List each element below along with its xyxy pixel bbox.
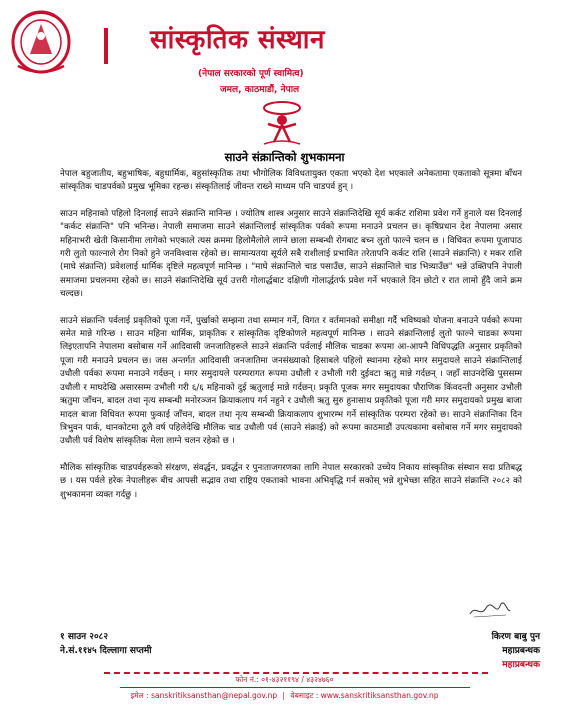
separator: | — [282, 691, 286, 700]
signatory-title: महाप्रबन्धक — [502, 646, 540, 656]
footer-phone: फोन नं.: ०१-४३२११९४ / ४३२४७६० — [235, 675, 334, 684]
organization-logo-icon — [252, 98, 312, 146]
body-paragraph: साउन महिनाको पहिलो दिनलाई साउने संक्रान्ति मानिन्छ । ज्योतिष शास्त्र अनुसार साउने संक्रान्तिदेखि सूर्य कर्कट राशिमा प्रवेश गर्ने हुनाले यस दिनलाई "कर्कट संक्रान्ति" पनि भनिन्छ। नेपाली समाजमा साउने संक्रान्तिलाई सांस्कृतिक पर्वको रूपमा मनाउने प्रचलन छ। कृषिप्रधान देश नेपालमा असार महिनाभरी खेती किसानीमा लागेको भएकाले त्यस क्रममा हिलोमैलोले लाग्ने छाला सम्बन्धी रोगबाट बच्न लुतो फाल्ने चलन छ । विधिवत रूपमा पूजापाठ गरी लुतो फाल्नाले रोग निको हुने जनविश्वास रहेको छ। सामान्यतया सूर्यले सबै राशीलाई प्रभावित तरेतापनि कर्कट राशि (साउने संक्रान्ति) र मकर राशि (माघे संक्रान्ति) प्रवेशलाई धार्मिक दृष्टिले महत्वपूर्ण मानिन्छ । "माघे संक्रान्तिले चाड पसाउँछ, साउने संक्रान्तिले चाड भित्र्याउँछ" भन्ने उक्तिपनि नेपाली समाजमा प्रचलनमा रहेको छ। साउने संक्रान्तिदेखि सूर्य उत्तरी गोलार्द्धबाट दक्षिणी गोलार्द्धतर्फ प्रवेश गर्ने भएकाले दिन छोटो र रात लामो हुँदै जाने क्रम चल्दछ। — [60, 208, 522, 300]
document-title: साउने संक्रान्तिको शुभकामना — [224, 150, 345, 164]
letter-date — [60, 630, 280, 658]
body-paragraph: साउने संक्रान्ति पर्वलाई प्रकृतिको पूजा गर्ने, पुर्खाको सम्झना तथा सम्मान गर्ने, विगत र वर्तमानको समीक्षा गर्दै भविष्यको योजना बनाउने पर्वको रूपमा समेत मान्ने गरिन्छ । साउन महिना धार्मिक, प्राकृतिक र सांस्कृतिक दृष्टिकोणले महत्वपूर्ण मानिन्छ । साउने संक्रान्तिलाई लुतो फाल्ने चाडका रूपमा लिइएतापनि नेपालमा बसोबास गर्ने आदिवासी जनजातिहरूले साउने संक्रान्ति पर्वलाई मौलिक चाडका रूपमा आ-आफ्नै विधिपद्धति अनुसार प्रकृतिको पूजा गरी मनाउने प्रचलन छ। जस अन्तर्गत आदिवासी जनजातिमा जनसंख्याको हिसाबले पहिलो स्थानमा रहेको मगर समुदायले साउने संक्रान्तिलाई उधौली पर्वका रूपमा मनाउने गर्दछन् । मगर समुदायले परम्परागत रूपमा उधौली र उभौली गरी दुईवटा ऋतु मान्ने गर्दछन् । जहाँ साउनदेखि पुससम्म उधौली र माघदेखि असारसम्म उभौली गरी ६/६ महिनाको दुई ऋतुलाई मान्ने गर्दछन्। प्रकृति पूजक मगर समुदायका पौराणिक किंवदन्ती अनुसार उभौली ऋतुमा जाँचन, बादल तथा नृत्य सम्बन्धी मनोरञ्जन क्रियाकलाप गर्न नहुने र उधौली ऋतु सुरु हुनासाथ प्रकृतिको पूजा गरी मगर समुदायको प्रमुख बाजा मादल बाजा विधिवत रूपमा फुकाई जाँचन, बादल तथा नृत्य सम्बन्धी क्रियाकलाप शुभारम्भ गर्ने सांस्कृतिक परम्परा रहेको छ। साउने संक्रान्तिका दिन त्रिभुवन पार्क, थानकोटमा ठूलै वर्ष पहिलेदेखि मौलिक चाड उधौली पर्व (साउने संक्राई) को रूपमा काठमाडौं उपत्यकामा बसोबास गर्ने मगर समुदायको उधौली पर्व विशेष सांस्कृतिक मेला लाग्ने चलन रहेको छ । — [60, 315, 523, 447]
email-label: इमेल : — [130, 691, 149, 700]
organization-address: जमल, काठमाडौं, नेपाल — [220, 85, 300, 95]
signature-icon — [468, 600, 512, 620]
title-divider — [104, 28, 108, 64]
footer-divider-2 — [120, 687, 470, 688]
body-paragraph: मौलिक सांस्कृतिक चाडपर्वहरूको संरक्षण, संवर्द्धन, प्रवर्द्धन र पुनःताजगरणका लागि नेपाल सरकारको उच्चेय निकाय सांस्कृतिक संस्थान सदा प्रतिबद्ध छ । यस पर्वले हरेक नेपालीहरू बीच आपसी सद्भाव तथा राष्ट्रिय एकताको भावना अभिवृद्धि गर्न सकोस् भन्ने शुभेच्छा सहित साउने संक्रान्ति २०८२ को शुभकामना व्यक्त गर्दछु । — [60, 462, 522, 500]
letter-body — [60, 168, 522, 515]
signatory-title-stamp: महाप्रबन्धक — [502, 660, 540, 670]
footer-contacts — [0, 691, 569, 701]
date-bs: १ साउन २०८२ — [60, 632, 109, 642]
letterhead — [0, 0, 569, 120]
signatory-name: किरण बाबु पुन — [491, 632, 540, 642]
organization-name: सांस्कृतिक संस्थान — [150, 25, 325, 55]
body-paragraph: नेपाल बहुजातीय, बहुभाषिक, बहुधार्मिक, बहुसांस्कृतिक तथा भौगोलिक विविधतायुक्त एकता भएको देश भएकाले अनेकतामा एकताको सूत्रमा बाँधन सांस्कृतिक चाडपर्वको प्रमुख भूमिका रहन्छ। संस्कृतिलाई जीवन्त राख्ने माध्यम पनि चाडपर्व हुन् । — [60, 169, 522, 193]
website-label: वेबसाइट : — [290, 691, 319, 700]
website-link[interactable]: www.sanskritiksansthan.gov.np — [320, 691, 439, 700]
email-link[interactable]: sanskritiksansthan@nepal.gov.np — [151, 691, 278, 700]
footer-divider — [104, 672, 488, 674]
organization-subtitle: (नेपाल सरकारको पूर्ण स्वामित्व) — [198, 69, 304, 79]
signatory-block — [430, 630, 540, 672]
date-nepal-sambat: ने.सं.११४५ दिल्लागा सप्तमी — [60, 646, 152, 656]
government-emblem-icon — [8, 6, 74, 76]
